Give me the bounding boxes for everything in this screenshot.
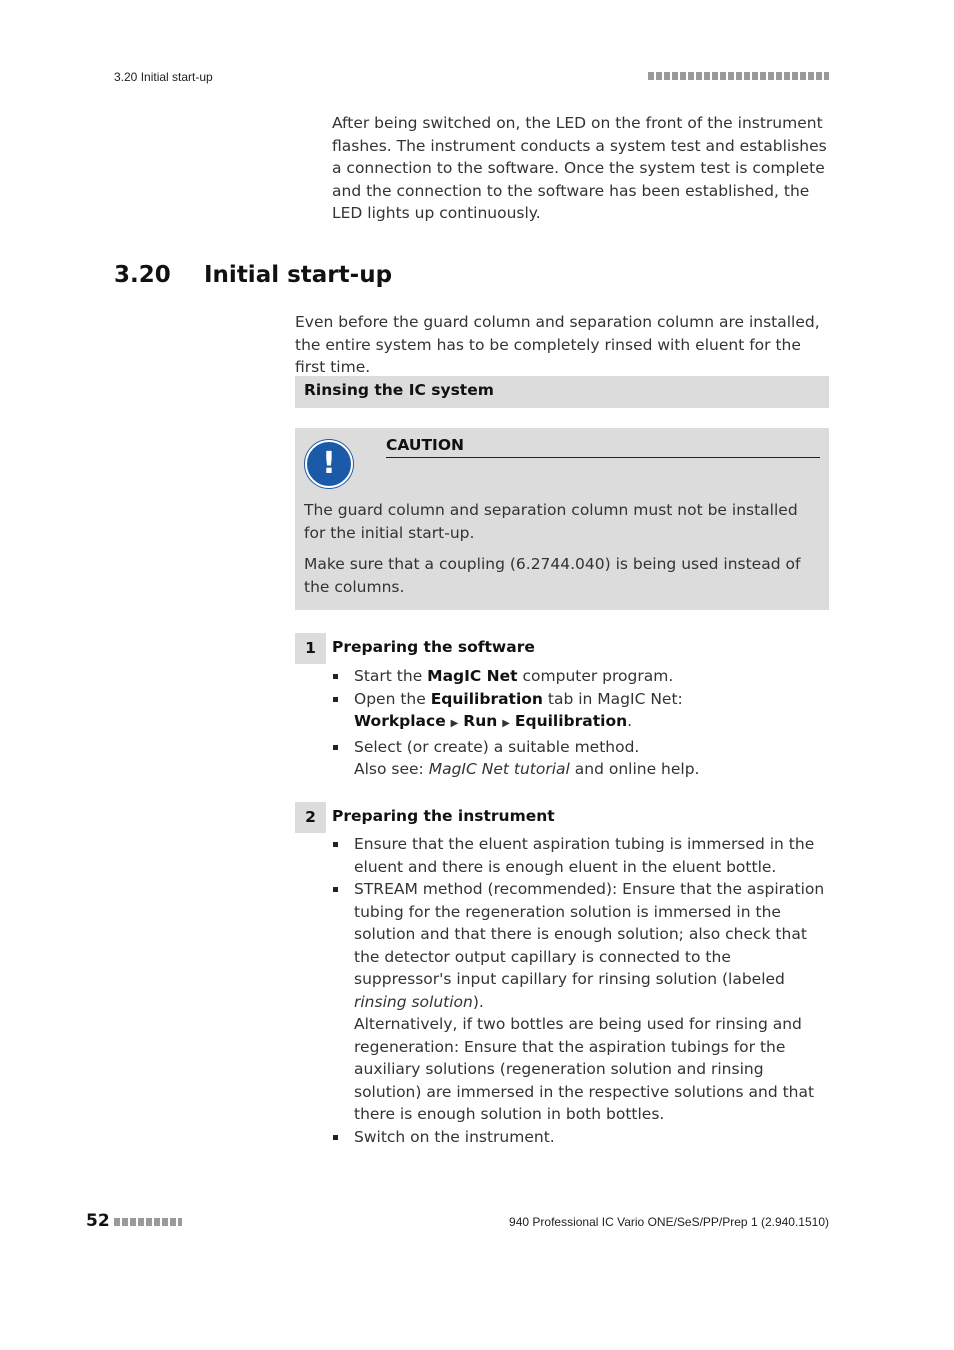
list-item: Open the Equilibration tab in MagIC Net: Workplace ▶ Run ▶ Equilibration.	[332, 688, 749, 736]
product-name: 940 Professional IC Vario ONE/SeS/PP/Prep 1 (2.940.1510)	[509, 1215, 829, 1229]
caution-box	[295, 428, 829, 610]
step-1-list	[332, 665, 832, 781]
step-number: 1	[295, 633, 326, 664]
page-number: 52	[86, 1211, 110, 1231]
list-item: Select (or create) a suitable method. Also see: MagIC Net tutorial and online help.	[332, 736, 832, 781]
caution-text: Make sure that a coupling (6.2744.040) is being used instead of the columns.	[304, 555, 801, 596]
subheading-bar	[295, 376, 829, 408]
header-dots-decoration	[648, 72, 829, 80]
running-header: 3.20 Initial start-up	[114, 70, 213, 84]
step-title: Preparing the software	[332, 638, 535, 656]
intro-paragraph: After being switched on, the LED on the front of the instrument flashes. The instrument conducts a system test and establishes a connection to the software. Once the system test is complete and the connection to the software has been established, the LED lights up continuously.	[332, 114, 827, 222]
arrow-right-icon: ▶	[450, 718, 459, 729]
caution-text: The guard column and separation column must not be installed for the initial start-up.	[304, 501, 798, 542]
footer-dots-decoration	[114, 1218, 182, 1226]
subheading-text: Rinsing the IC system	[304, 381, 494, 399]
lead-paragraph: Even before the guard column and separation column are installed, the entire system has to be completely rinsed with eluent for the first time.	[295, 313, 820, 376]
step-2-list	[332, 833, 832, 1148]
section-number: 3.20	[114, 262, 171, 288]
section-heading	[114, 262, 392, 288]
list-item: Ensure that the eluent aspiration tubing is immersed in the eluent and there is enough eluent in the eluent bottle.	[332, 833, 832, 878]
caution-title: CAUTION	[386, 436, 820, 458]
exclamation-icon: !	[305, 440, 353, 488]
section-title: Initial start-up	[204, 262, 393, 288]
list-item: STREAM method (recommended): Ensure that the aspiration tubing for the regeneration solution is immersed in the solution and that there is enough solution; also check that the detector output capillary is connected to the suppressor's input capillary for rinsing solution (labeled rinsing solution). Alternatively, if two bottles are being used for rinsing and regeneration: Ensure that the aspiration tubings for the auxiliary solutions (regeneration solution and rinsing solution) are immersed in the respective solutions and that there is enough solution in both bottles.	[332, 878, 832, 1126]
arrow-right-icon: ▶	[502, 718, 510, 729]
list-item: Start the MagIC Net computer program.	[332, 665, 832, 688]
step-number: 2	[295, 802, 326, 833]
list-item: Switch on the instrument.	[332, 1126, 832, 1149]
step-title: Preparing the instrument	[332, 807, 555, 825]
